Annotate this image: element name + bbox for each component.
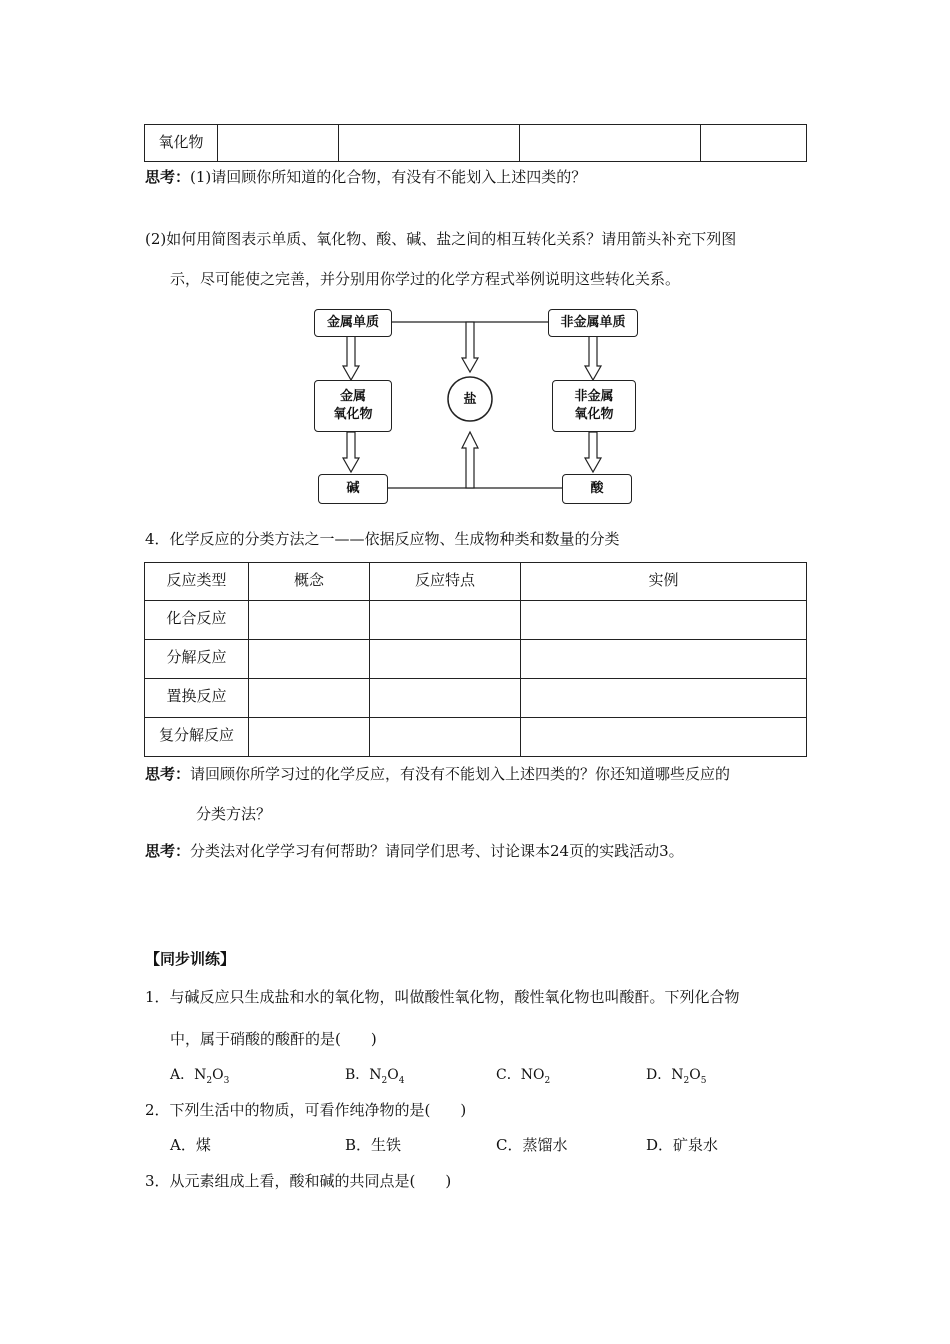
table-cell xyxy=(145,679,249,718)
q2b-option-c: C．蒸馏水 xyxy=(496,1136,568,1154)
arrow-metal-to-oxide xyxy=(343,336,359,380)
q1-line1: 1．与碱反应只生成盐和水的氧化物，叫做酸性氧化物，酸性氧化物也叫酸酐。下列化合物 xyxy=(145,988,740,1006)
option-letter: D． xyxy=(646,1067,672,1083)
table-cell xyxy=(339,125,520,162)
q1-option-a xyxy=(170,1064,229,1086)
table-row xyxy=(145,718,807,757)
table-cell xyxy=(249,679,370,718)
formula-sub: 2 xyxy=(206,1075,213,1086)
question-2-line1: (2)如何用简图表示单质、氧化物、酸、碱、盐之间的相互转化关系？请用箭头补充下列图 xyxy=(145,230,737,248)
row-label: 复分解反应 xyxy=(158,726,234,744)
q2b-line1: 2．下列生活中的物质，可看作纯净物的是( ) xyxy=(145,1101,467,1119)
table-cell xyxy=(521,601,807,640)
q2b-option-d: D．矿泉水 xyxy=(646,1136,719,1154)
row-label: 氧化物 xyxy=(158,133,204,151)
table-cell xyxy=(701,125,807,162)
formula-part: N xyxy=(671,1067,684,1083)
oxide-table xyxy=(144,124,807,162)
q2b-option-b: B．生铁 xyxy=(345,1136,402,1154)
arrow-oxide-to-base xyxy=(343,432,359,472)
formula-sub: 4 xyxy=(398,1075,405,1086)
option-letter: A． xyxy=(170,1067,195,1083)
formula-part: N xyxy=(194,1067,207,1083)
q1-option-b xyxy=(345,1064,405,1086)
table-cell xyxy=(370,718,521,757)
table-cell xyxy=(521,679,807,718)
metal-oxide-box xyxy=(314,380,392,432)
table-cell xyxy=(145,718,249,757)
arrow-top-to-salt xyxy=(462,322,478,372)
formula-part: O xyxy=(387,1067,399,1083)
header-type: 反应类型 xyxy=(166,571,227,589)
think-3 xyxy=(145,840,684,861)
formula-sub: 5 xyxy=(700,1075,707,1086)
q1-option-d xyxy=(646,1064,706,1086)
think-2 xyxy=(145,763,730,784)
think-1 xyxy=(145,166,586,187)
think-text: 请回顾你所学习过的化学反应，有没有不能划入上述四类的？你还知道哪些反应的 xyxy=(190,765,731,783)
table-row xyxy=(145,640,807,679)
option-letter: B． xyxy=(345,1067,370,1083)
formula-part: NO xyxy=(520,1067,545,1083)
table-cell xyxy=(145,563,249,601)
table-header-row xyxy=(145,563,807,601)
metal-oxide-label-2: 氧化物 xyxy=(333,407,373,422)
table-cell xyxy=(370,679,521,718)
table-cell xyxy=(145,601,249,640)
table-cell xyxy=(370,640,521,679)
arrow-nonmetal-to-oxide xyxy=(585,336,601,380)
row-label: 置换反应 xyxy=(166,687,227,705)
table-cell xyxy=(521,640,807,679)
nonmetal-element-box: 非金属单质 xyxy=(548,309,638,337)
formula-part: N xyxy=(369,1067,382,1083)
table-row xyxy=(145,601,807,640)
section-4-title: 4．化学反应的分类方法之一——依据反应物、生成物种类和数量的分类 xyxy=(145,530,620,548)
table-cell xyxy=(249,718,370,757)
salt-label: 盐 xyxy=(463,392,477,407)
q1-line2: 中，属于硝酸的酸酐的是( ) xyxy=(170,1030,377,1048)
nonmetal-oxide-label-2: 氧化物 xyxy=(574,407,614,422)
table-cell xyxy=(145,640,249,679)
table-cell xyxy=(520,125,701,162)
table-row xyxy=(145,679,807,718)
table-cell xyxy=(521,563,807,601)
row-label: 化合反应 xyxy=(166,609,227,627)
q3-line1: 3．从元素组成上看，酸和碱的共同点是( ) xyxy=(145,1172,452,1190)
nonmetal-oxide-label-1: 非金属 xyxy=(574,389,614,404)
formula-sub: 2 xyxy=(381,1075,388,1086)
training-title: 【同步训练】 xyxy=(145,950,236,968)
table-cell xyxy=(521,718,807,757)
formula-part: O xyxy=(689,1067,701,1083)
table-cell xyxy=(249,563,370,601)
nonmetal-oxide-box xyxy=(552,380,636,432)
q1-option-c xyxy=(496,1064,550,1086)
table-cell xyxy=(249,640,370,679)
question-2-line2: 示，尽可能使之完善，并分别用你学过的化学方程式举例说明这些转化关系。 xyxy=(170,270,681,288)
row-label: 分解反应 xyxy=(166,648,227,666)
arrow-bottom-to-salt xyxy=(462,432,478,488)
conversion-diagram xyxy=(300,300,680,510)
header-example: 实例 xyxy=(648,571,679,589)
acid-box: 酸 xyxy=(562,474,632,504)
table-cell xyxy=(370,601,521,640)
formula-sub: 2 xyxy=(683,1075,690,1086)
formula-part: O xyxy=(212,1067,224,1083)
table-cell xyxy=(145,125,218,162)
think-label: 思考： xyxy=(145,765,191,783)
option-letter: C． xyxy=(496,1067,521,1083)
think-text: 分类法对化学学习有何帮助？请同学们思考、讨论课本24页的实践活动3。 xyxy=(190,842,684,860)
think-label: 思考： xyxy=(145,168,191,186)
metal-oxide-label-1: 金属 xyxy=(339,389,366,404)
think-label: 思考： xyxy=(145,842,191,860)
formula-sub: 3 xyxy=(223,1075,230,1086)
header-feature: 反应特点 xyxy=(414,571,475,589)
q2b-option-a: A．煤 xyxy=(170,1136,211,1154)
think-text: (1)请回顾你所知道的化合物，有没有不能划入上述四类的？ xyxy=(190,168,587,186)
table-cell xyxy=(249,601,370,640)
base-box: 碱 xyxy=(318,474,388,504)
header-concept: 概念 xyxy=(293,571,324,589)
formula-sub: 2 xyxy=(544,1075,551,1086)
metal-element-box: 金属单质 xyxy=(314,309,392,337)
table-cell xyxy=(370,563,521,601)
reaction-type-table xyxy=(144,562,807,757)
arrow-oxide-to-acid xyxy=(585,432,601,472)
table-cell xyxy=(218,125,339,162)
think-2-line2: 分类方法？ xyxy=(196,805,272,823)
